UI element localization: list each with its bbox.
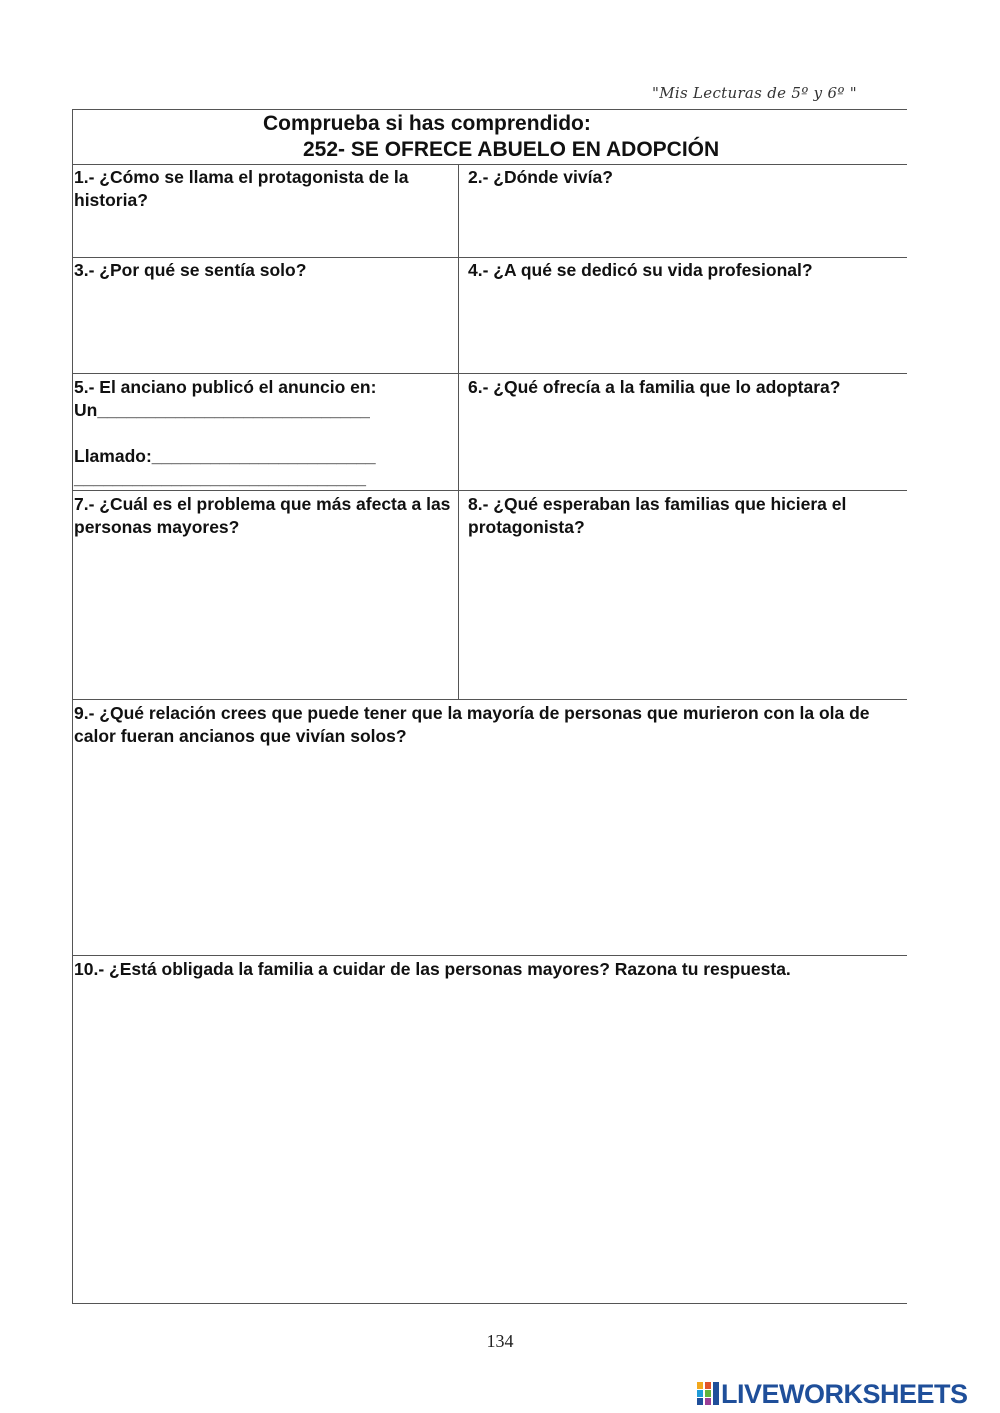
question-1: 1.- ¿Cómo se llama el protagonista de la historia? bbox=[74, 167, 409, 210]
question-5: 5.- El anciano publicó el anuncio en: bbox=[74, 377, 377, 397]
answer-area-2[interactable] bbox=[460, 190, 905, 255]
row-divider-5 bbox=[72, 955, 907, 956]
reading-title: 252- SE OFRECE ABUELO EN ADOPCIÓN bbox=[303, 138, 720, 161]
table-bottom-border bbox=[72, 1303, 907, 1304]
question-2: 2.- ¿Dónde vivía? bbox=[468, 167, 613, 187]
row-divider-1 bbox=[72, 257, 907, 258]
answer-input-llamado[interactable] bbox=[162, 445, 422, 467]
question-10: 10.- ¿Está obligada la familia a cuidar de las personas mayores? Razona tu respuesta. bbox=[74, 959, 791, 979]
row-divider-title bbox=[72, 164, 907, 165]
question-4: 4.- ¿A qué se dedicó su vida profesional? bbox=[468, 260, 813, 280]
answer-area-1[interactable] bbox=[74, 212, 456, 255]
worksheet-title: Comprueba si has comprendido: bbox=[263, 112, 591, 135]
table-left-border bbox=[72, 109, 73, 1304]
liveworksheets-wordmark: LIVEWORKSHEETS bbox=[721, 1378, 968, 1409]
row-divider-4 bbox=[72, 699, 907, 700]
answer-area-10[interactable] bbox=[74, 985, 904, 1300]
liveworksheets-logo bbox=[697, 1379, 968, 1409]
liveworksheets-logo-icon bbox=[697, 1382, 719, 1406]
answer-area-9[interactable] bbox=[74, 752, 904, 952]
table-top-border bbox=[72, 109, 907, 110]
question-5-blank-un: Un____________________________ bbox=[74, 400, 370, 420]
answer-area-6[interactable] bbox=[460, 401, 905, 488]
question-3: 3.- ¿Por qué se sentía solo? bbox=[74, 260, 307, 280]
question-5-blank-extra: ______________________________ bbox=[74, 468, 366, 488]
row-divider-3 bbox=[72, 490, 907, 491]
question-7: 7.- ¿Cuál es el problema que más afecta a las personas mayores? bbox=[74, 494, 451, 537]
answer-area-4[interactable] bbox=[460, 284, 905, 371]
row-divider-2 bbox=[72, 373, 907, 374]
answer-area-8[interactable] bbox=[460, 542, 905, 697]
answer-input-un[interactable] bbox=[104, 399, 404, 421]
question-8: 8.- ¿Qué esperaban las familias que hiciera el protagonista? bbox=[468, 494, 847, 537]
question-9: 9.- ¿Qué relación crees que puede tener que la mayoría de personas que murieron con la ola de calor fueran ancianos que vivían solos? bbox=[74, 703, 870, 746]
answer-area-3[interactable] bbox=[74, 284, 456, 371]
question-6: 6.- ¿Qué ofrecía a la familia que lo adoptara? bbox=[468, 377, 841, 397]
column-divider bbox=[458, 164, 459, 699]
page-number: 134 bbox=[486, 1331, 514, 1351]
question-5-blank-llamado: Llamado:_______________________ bbox=[74, 446, 376, 466]
series-note: "Mis Lecturas de 5º y 6º " bbox=[652, 84, 857, 102]
answer-area-7[interactable] bbox=[74, 542, 456, 697]
